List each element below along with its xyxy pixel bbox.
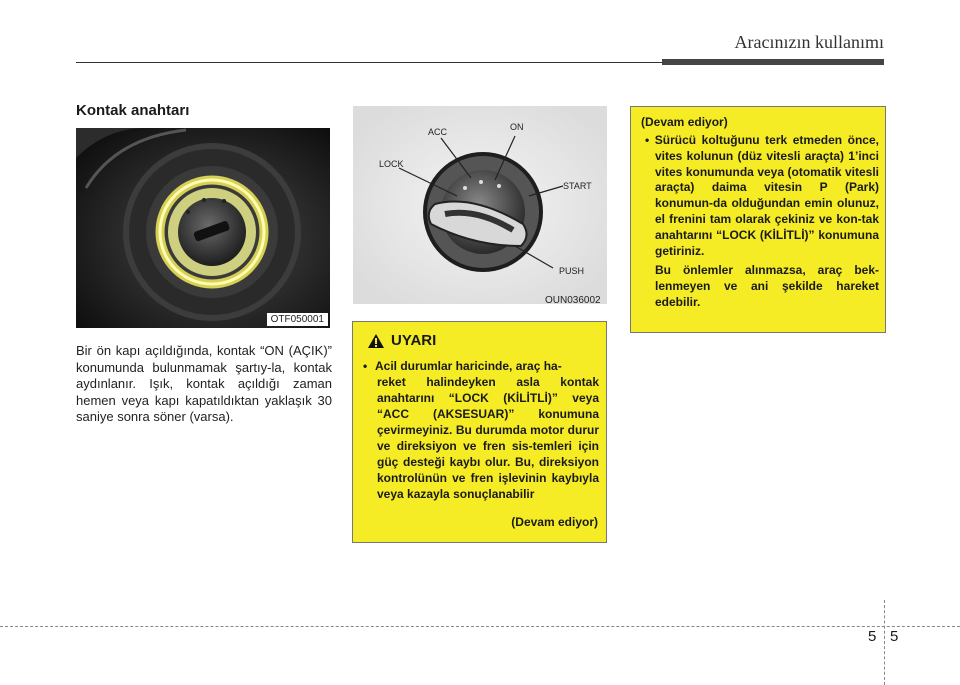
warning-label: UYARI [391,332,437,349]
figure-code-2: OUN036002 [545,295,601,306]
header-rule [76,62,666,63]
continued-paragraph-2: Bu önlemler alınmazsa, araç bek-lenmeyen ve ani şekilde hareket edebilir. [655,263,879,309]
footer-divider [884,600,885,685]
ignition-switch-diagram [353,106,607,304]
label-acc: ACC [428,127,448,137]
page-number: 5 [890,628,899,645]
body-paragraph: Bir ön kapı açıldığında, kontak “ON (AÇIK)” konumunda bulunmamak şartıy-la, kontak aydınlanır. Işık, kontak açıldığı zaman hemen veya kapı kapatıldıktan yaklaşık 30 saniye sonra söner (varsa). [76,343,332,424]
header-bar [662,59,884,65]
continued-box [630,106,886,333]
warning-text [363,358,599,502]
continued-paragraph-1: • Sürücü koltuğunu terk etmeden önce, vites kolunun (düz vitesli araçta) 1’inci vites konumunda veya (otomatik vitesli araçta) daima vitesin P (Park) konumun-da olduğundan emin olunuz, el frenini tam olarak çekiniz ve kon-tak anahtarını “LOCK (KİLİTLİ)” konumuna getiriniz. [645,133,879,258]
label-on: ON [510,122,524,132]
warning-bullet: • [363,359,368,373]
ignition-illumination-photo [76,128,330,328]
warning-lead: Acil durumlar haricinde, araç ha- [375,359,562,373]
section-title: Kontak anahtarı [76,102,190,119]
chapter-title: Aracınızın kullanımı [734,32,884,52]
warning-rest: reket halindeyken asla kontak anahtarını “LOCK (KİLİTLİ)” veya “ACC (AKSESUAR)” konumuna çevirmeyiniz. Bu durumda motor durur ve direksiyon ve fren sis-temleri için güç desteği kaybı olur. Bu, direksiyon kontrolünün ve fren işlevinin kaybıyla veya kazayla sonuçlanabilir [377,375,599,501]
warning-box [352,321,607,543]
warning-triangle-icon [367,333,385,349]
page-section-number: 5 [868,628,877,645]
continued-text [641,133,879,311]
continued-heading: (Devam ediyor) [641,115,728,129]
warning-continued: (Devam ediyor) [511,515,598,529]
label-start: START [563,181,592,191]
footer-rule [0,626,960,627]
label-push: PUSH [559,266,585,276]
figure-code-1: OTF050001 [267,313,328,326]
label-lock: LOCK [379,159,404,169]
warning-heading [367,332,436,349]
